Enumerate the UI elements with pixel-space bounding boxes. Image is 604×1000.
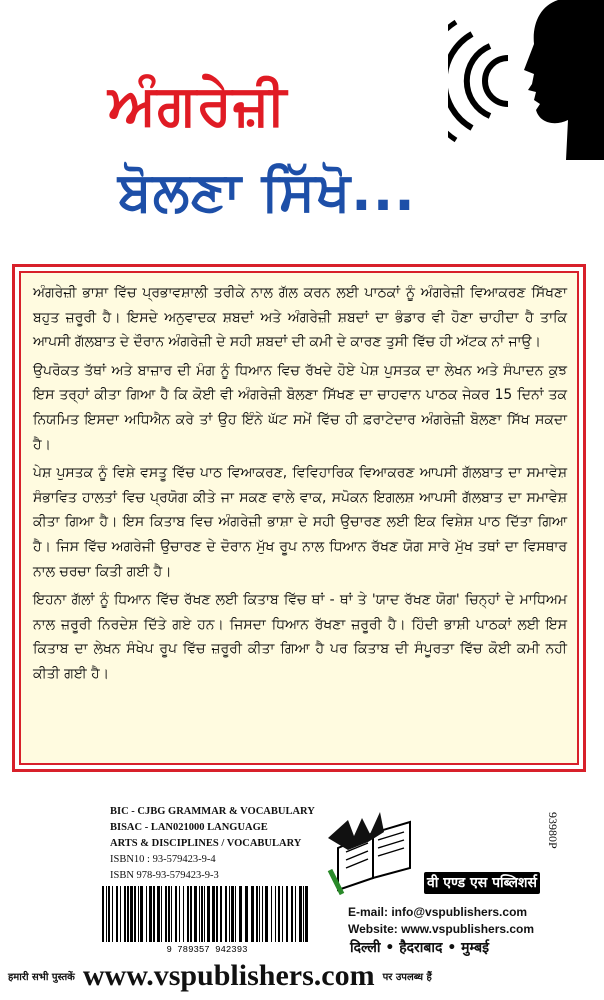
- barcode-bar: [183, 886, 184, 942]
- barcode-bar: [127, 886, 129, 942]
- book-metadata: [110, 804, 315, 884]
- barcode-bar: [153, 886, 155, 942]
- body-paragraph-2: ਉਪਰੋਕਤ ਤੱਥਾਂ ਅਤੇ ਬਾਜ਼ਾਰ ਦੀ ਮੰਗ ਨੂੰ ਧਿਆਨ ਵਿਚ ਰੱਖਦੇ ਹੋਏ ਪੇਸ਼ ਪੁਸਤਕ ਦਾ ਲੇਖਨ ਅਤੇ ਸੰਪਾਦਨ ਕੁਝ ਇਸ ਤਰ੍ਹਾਂ ਕੀਤਾ ਗਿਆ ਹੈ ਕਿ ਕੋਈ ਵੀ ਅੰਗਰੇਜ਼ੀ ਬੋਲਣਾ ਸਿੱਖਣ ਦਾ ਚਾਹਵਾਨ ਪਾਠਕ ਜੇਕਰ 15 ਦਿਨਾਂ ਤਕ ਨਿਯਮਿਤ ਇਸਦਾ ਅਧਿਐਨ ਕਰੇ ਤਾਂ ਉਹ ਇੰਨੇ ਘੱਟ ਸਮੇਂ ਵਿੱਚ ਹੀ ਫ਼ਰਾਟੇਦਾਰ ਅੰਗਰੇਜ਼ੀ ਬੋਲਣਾ ਸਿੱਖ ਸਕਦਾ ਹੈ।: [33, 362, 567, 453]
- barcode-bar: [259, 886, 260, 942]
- publisher-contact: [348, 904, 578, 938]
- barcode-bar: [102, 886, 104, 942]
- barcode-bar: [175, 886, 177, 942]
- barcode-bar: [207, 886, 210, 942]
- barcode-bar: [275, 886, 276, 942]
- barcode-bar: [225, 886, 227, 942]
- title-line-1: ਅੰਗਰੇਜ਼ੀ: [108, 73, 288, 138]
- barcode-bar: [116, 886, 118, 942]
- barcode-bar: [271, 886, 272, 942]
- description-box-inner: [19, 271, 579, 765]
- barcode-bar: [171, 886, 172, 942]
- barcode-bar: [140, 886, 143, 942]
- publisher-logo-icon: [318, 808, 428, 898]
- speaking-head-icon: [448, 0, 604, 160]
- barcode-bar: [146, 886, 147, 942]
- barcode-bar: [165, 886, 167, 942]
- barcode-number: 9 789357 942393: [166, 945, 248, 954]
- bic-code: BIC - CJBG GRAMMAR & VOCABULARY: [110, 806, 315, 817]
- footer-website[interactable]: www.vspublishers.com: [82, 959, 375, 992]
- barcode-bar: [256, 886, 258, 942]
- barcode-bar: [199, 886, 200, 942]
- barcode-bar: [120, 886, 121, 942]
- barcode-bar: [190, 886, 192, 942]
- publisher-website: Website: www.vspublishers.com: [348, 922, 535, 936]
- barcode-bar: [265, 886, 268, 942]
- barcode-bar: [112, 886, 113, 942]
- bisac-category: ARTS & DISCIPLINES / VOCABULARY: [110, 838, 302, 849]
- barcode-bar: [295, 886, 296, 942]
- footer-prefix: हमारी सभी पुस्तकें: [8, 972, 75, 983]
- barcode-bar: [303, 886, 304, 942]
- barcode-bar: [251, 886, 254, 942]
- barcode-bar: [239, 886, 242, 942]
- bisac-code: BISAC - LAN021000 LANGUAGE: [110, 822, 268, 833]
- barcode-bar: [138, 886, 139, 942]
- barcode-bar: [168, 886, 170, 942]
- barcode-bar: [179, 886, 180, 942]
- barcode-bar: [201, 886, 203, 942]
- description-box: [12, 264, 586, 772]
- isbn-13: ISBN 978-93-579423-9-3: [110, 870, 219, 881]
- barcode-bar: [229, 886, 230, 942]
- barcode-bar: [305, 886, 308, 942]
- barcode-bar: [282, 886, 283, 942]
- barcode-bar: [245, 886, 248, 942]
- barcode-bar: [194, 886, 197, 942]
- barcode-bar: [235, 886, 236, 942]
- body-paragraph-3: ਪੇਸ਼ ਪੁਸਤਕ ਨੂੰ ਵਿਸ਼ੇ ਵਸਤੂ ਵਿੱਚ ਪਾਠ ਵਿਆਕਰਣ, ਵਿਵਿਹਾਰਿਕ ਵਿਆਕਰਣ ਆਪਸੀ ਗੱਲਬਾਤ ਦਾ ਸਮਾਵੇਸ਼ ਸੰਭਾਵਿਤ ਹਾਲਤਾਂ ਵਿਚ ਪ੍ਰਯੋਗ ਕੀਤੇ ਜਾ ਸਕਣ ਵਾਲੇ ਵਾਕ, ਸਪੋਕਨ ਇਗਲਸ਼ ਆਪਸੀ ਗੱਲਬਾਤ ਦਾ ਸਮਾਵੇਸ਼ ਕੀਤਾ ਗਿਆ ਹੈ। ਇਸ ਕਿਤਾਬ ਵਿਚ ਅੰਗਰੇਜ਼ੀ ਭਾਸ਼ਾ ਦੇ ਸਹੀ ਉਚਾਰਣ ਲਈ ਇਕ ਵਿਸ਼ੇਸ਼ ਪਾਠ ਦਿੱਤਾ ਗਿਆ ਹੈ। ਜਿਸ ਵਿੱਚ ਅਗਰੇਜੀ ਉਚਾਰਣ ਦੇ ਦੋਰਾਨ ਮੁੱਖ ਰੂਪ ਨਾਲ ਧਿਆਨ ਰੱਖਣ ਯੋਗ ਸਾਰੇ ਮੁੱਖ ਤਥਾਂ ਦਾ ਵਿਸਥਾਰ ਨਾਲ ਚਰਚਾ ਕਿਤੀ ਗਈ ਹੈ।: [33, 465, 567, 580]
- barcode-bar: [220, 886, 222, 942]
- barcode-bar: [149, 886, 152, 942]
- barcode-bar: [212, 886, 215, 942]
- body-paragraph-1: ਅੰਗਰੇਜ਼ੀ ਭਾਸ਼ਾ ਵਿੱਚ ਪ੍ਰਭਾਵਸ਼ਾਲੀ ਤਰੀਕੇ ਨਾਲ ਗੱਲ ਕਰਨ ਲਈ ਪਾਠਕਾਂ ਨੂੰ ਅੰਗਰੇਜ਼ੀ ਵਿਆਕਰਣ ਸਿੱਖਣਾ ਬਹੁਤ ਜ਼ਰੂਰੀ ਹੈ। ਇਸਦੇ ਅਨੁਵਾਦਕ ਸ਼ਬਦਾਂ ਅਤੇ ਅੰਗਰੇਜ਼ੀ ਸ਼ਬਦਾਂ ਦਾ ਭੰਡਾਰ ਵੀ ਹੋਣਾ ਚਾਹੀਦਾ ਹੈ ਤਾਕਿ ਆਪਸੀ ਗੱਲਬਾਤ ਦੇ ਦੌਰਾਨ ਅੰਗਰੇਜ਼ੀ ਦੇ ਸਹੀ ਸ਼ਬਦਾਂ ਦੀ ਕਮੀ ਦੇ ਕਾਰਣ ਤੁਸੀ ਵਿੱਚ ਹੀ ਅੱਟਕ ਨਾਂ ਜਾਉ।: [33, 285, 567, 351]
- barcode-bar: [299, 886, 302, 942]
- barcode-bar: [130, 886, 133, 942]
- barcode-bar: [216, 886, 218, 942]
- barcode-bar: [262, 886, 263, 942]
- barcode-bar: [157, 886, 160, 942]
- barcode-bar: [108, 886, 110, 942]
- barcode-bar: [204, 886, 205, 942]
- barcode-bar: [231, 886, 234, 942]
- footer-suffix: पर उपलब्ध हैं: [382, 972, 432, 983]
- footer-banner: [8, 956, 598, 996]
- publisher-name: वी एण्ड एस पब्लिशर्स: [424, 872, 540, 894]
- body-paragraph-4: ਇਹਨਾ ਗੱਲਾਂ ਨੂੰ ਧਿਆਨ ਵਿੱਚ ਰੱਖਣ ਲਈ ਕਿਤਾਬ ਵਿੱਚ ਥਾਂ - ਥਾਂ ਤੇ 'ਯਾਦ ਰੱਖਣ ਯੋਗ' ਚਿਨ੍ਹਾਂ ਦੇ ਮਾਧਿਅਮ ਨਾਲ ਜ਼ਰੂਰੀ ਨਿਰਦੇਸ਼ ਦਿੱਤੇ ਗਏ ਹਨ। ਜਿਸਦਾ ਧਿਆਨ ਰੱਖਣਾ ਜ਼ਰੂਰੀ ਹੈ। ਹਿੰਦੀ ਭਾਸ਼ੀ ਪਾਠਕਾਂ ਲਈ ਇਸ ਕਿਤਾਬ ਦਾ ਲੇਖਨ ਸੰਖੇਪ ਰੂਪ ਵਿੱਚ ਜ਼ਰੂਰੀ ਕੀਤਾ ਗਿਆ ਹੈ ਪਰ ਕਿਤਾਬ ਦੀ ਸੰਪੂਰਤਾ ਵਿੱਚ ਕੋਈ ਕਮੀ ਨਹੀ ਕੀਤੀ ਗਈ ਹੈ।: [33, 592, 567, 682]
- barcode-bar: [106, 886, 107, 942]
- barcode-bar: [124, 886, 126, 942]
- barcode-bar: [291, 886, 293, 942]
- barcode: [98, 884, 316, 954]
- barcode-bar: [187, 886, 189, 942]
- book-code: 93980P: [546, 812, 560, 849]
- barcode-bar: [134, 886, 136, 942]
- barcode-bar: [278, 886, 280, 942]
- publisher-cities: दिल्ली • हैदराबाद • मुम्बई: [350, 940, 489, 956]
- publisher-email: E-mail: info@vspublishers.com: [348, 905, 528, 919]
- title-line-2: ਬੋਲਣਾ ਸਿੱਖੋ...: [118, 160, 416, 223]
- barcode-bar: [286, 886, 288, 942]
- isbn-10: ISBN10 : 93-579423-9-4: [110, 854, 216, 865]
- barcode-bar: [161, 886, 162, 942]
